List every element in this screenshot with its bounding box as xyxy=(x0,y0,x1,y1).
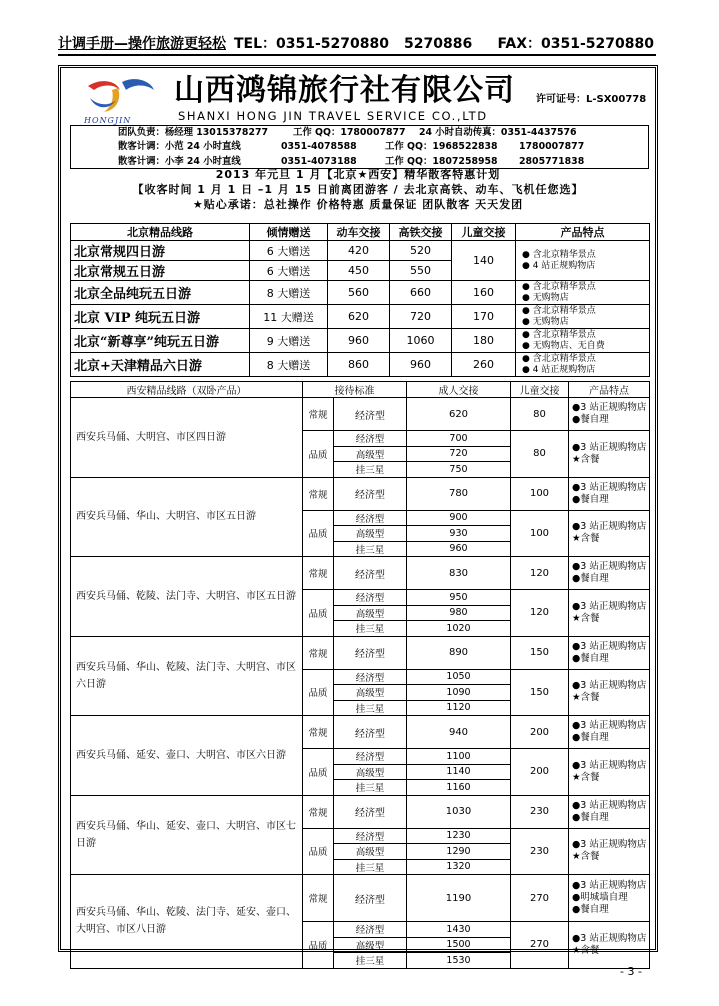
grade-label: 高级型 xyxy=(334,937,407,953)
dongche-price: 420 xyxy=(328,241,390,261)
feature-line: ● 含北京精华景点 xyxy=(522,249,596,260)
feature-line: ●3 站正规购物店 xyxy=(572,561,647,572)
feature-line: ● 无购物店、无自费 xyxy=(522,340,605,351)
feature-line: ● 含北京精华景点 xyxy=(522,329,596,340)
feature-line: ●餐自理 xyxy=(572,904,609,915)
tier-label: 常规 xyxy=(303,477,334,510)
adult-price: 1290 xyxy=(407,844,511,860)
adult-price: 1090 xyxy=(407,685,511,701)
grade-label: 经济型 xyxy=(334,828,407,844)
grade-label: 高级型 xyxy=(334,605,407,621)
column-header: 儿童交接 xyxy=(452,224,516,241)
grade-label: 经济型 xyxy=(334,431,407,447)
grade-label: 经济型 xyxy=(334,557,407,590)
child-price: 270 xyxy=(511,922,569,969)
adult-price: 720 xyxy=(407,446,511,462)
column-header: 产品特点 xyxy=(569,382,650,398)
route-name: 西安兵马俑、华山、乾陵、法门寺、延安、壶口、大明宫、市区八日游 xyxy=(71,875,303,969)
table-row xyxy=(71,329,650,353)
child-price: 260 xyxy=(452,353,516,377)
feature-line: ●3 站正规购物店 xyxy=(572,839,647,851)
feature-line: ●3 站正规购物店 xyxy=(572,680,647,692)
feature-cell xyxy=(569,669,650,716)
tier-label: 常规 xyxy=(303,795,334,828)
page-number: - 3 - xyxy=(620,965,642,978)
adult-price: 700 xyxy=(407,431,511,447)
adult-price: 1500 xyxy=(407,937,511,953)
adult-price: 780 xyxy=(407,477,511,510)
contact-qq-2: 2805771838 xyxy=(519,155,585,167)
contact-qq: 工作 QQ：1780007877 xyxy=(293,127,406,138)
gift-cell: 11 大赠送 xyxy=(250,305,328,329)
adult-price: 750 xyxy=(407,462,511,478)
contact-box xyxy=(70,125,649,169)
grade-label: 挂三星 xyxy=(334,953,407,969)
feature-cell xyxy=(569,557,650,590)
feature-text: 无购物店、无自费 xyxy=(532,340,605,351)
feature-line: ●3 站正规购物店 xyxy=(572,880,647,891)
gaotie-price: 520 xyxy=(390,241,452,261)
feature-text: 4 站正规购物店 xyxy=(532,260,596,271)
feature-cell xyxy=(569,590,650,637)
column-header: 北京精品线路 xyxy=(71,224,250,241)
gaotie-price: 550 xyxy=(390,261,452,281)
grade-label: 挂三星 xyxy=(334,859,407,875)
feature-line: ● 含北京精华景点 xyxy=(522,353,596,364)
tier-label: 常规 xyxy=(303,875,334,922)
table-row xyxy=(71,636,650,669)
child-price: 80 xyxy=(511,431,569,478)
adult-price: 900 xyxy=(407,510,511,526)
feature-line: ★含餐 xyxy=(572,771,600,783)
gift-cell: 6 大赠送 xyxy=(250,241,328,261)
adult-price: 620 xyxy=(407,398,511,431)
adult-price: 1320 xyxy=(407,859,511,875)
plan-heading xyxy=(58,168,658,213)
company-name-en: SHANXI HONG JIN TRAVEL SERVICE CO.,LTD xyxy=(178,109,488,123)
route-name: 北京常规五日游 xyxy=(71,261,250,281)
feature-cell xyxy=(516,329,650,353)
contact-qq: 工作 QQ：1807258958 xyxy=(385,155,498,167)
feature-line: ●餐自理 xyxy=(572,573,609,584)
adult-price: 1030 xyxy=(407,795,511,828)
contact-fax: 24 小时自动传真：0351-4437576 xyxy=(419,127,577,138)
feature-text: 4 站正规购物店 xyxy=(532,364,596,375)
feature-text: 含北京精华景点 xyxy=(532,249,596,260)
grade-label: 经济型 xyxy=(334,795,407,828)
column-header: 动车交接 xyxy=(328,224,390,241)
adult-price: 1160 xyxy=(407,780,511,796)
route-name: 北京+天津精品六日游 xyxy=(71,353,250,377)
tier-label: 常规 xyxy=(303,557,334,590)
route-name: 北京全品纯玩五日游 xyxy=(71,281,250,305)
contact-row xyxy=(71,126,648,140)
table-row xyxy=(71,281,650,305)
grade-label: 经济型 xyxy=(334,510,407,526)
feature-cell xyxy=(569,922,650,969)
feature-cell xyxy=(569,716,650,749)
child-price: 170 xyxy=(452,305,516,329)
contact-label: 散客计调：小范 24 小时直线 xyxy=(118,141,241,153)
grade-label: 经济型 xyxy=(334,922,407,938)
column-header: 产品特点 xyxy=(516,224,650,241)
feature-cell xyxy=(516,305,650,329)
tier-label: 品质 xyxy=(303,749,334,796)
feature-cell xyxy=(569,828,650,875)
feature-line: ●3 站正规购物店 xyxy=(572,759,647,771)
feature-line: ● 4 站正规购物店 xyxy=(522,364,596,375)
grade-label: 经济型 xyxy=(334,590,407,606)
adult-price: 950 xyxy=(407,590,511,606)
child-price: 100 xyxy=(511,477,569,510)
feature-text: 含北京精华景点 xyxy=(532,305,596,316)
child-price: 200 xyxy=(511,716,569,749)
tier-label: 常规 xyxy=(303,636,334,669)
contact-phone: 0351-4073188 xyxy=(281,155,357,167)
feature-line: ●餐自理 xyxy=(572,493,609,505)
feature-cell xyxy=(569,636,650,669)
dongche-price: 450 xyxy=(328,261,390,281)
table-header-row xyxy=(71,382,650,398)
table-row xyxy=(71,477,650,510)
adult-price: 1430 xyxy=(407,922,511,938)
contact-qq: 工作 QQ：1968522838 xyxy=(385,141,498,153)
child-price: 100 xyxy=(511,510,569,557)
child-price: 160 xyxy=(452,281,516,305)
feature-line: ● 无购物店 xyxy=(522,292,569,303)
gaotie-price: 1060 xyxy=(390,329,452,353)
contact-label: 散客计调：小李 24 小时直线 xyxy=(118,155,241,167)
feature-text: 无购物店 xyxy=(532,316,569,327)
gaotie-price: 720 xyxy=(390,305,452,329)
contact-qq-2: 1780007877 xyxy=(519,141,585,153)
feature-text: 含北京精华景点 xyxy=(532,329,596,340)
tier-label: 品质 xyxy=(303,431,334,478)
company-logo xyxy=(78,76,160,124)
feature-line: ● 含北京精华景点 xyxy=(522,305,596,316)
plan-promise: ★贴心承诺：总社操作 价格特惠 质量保证 团队散客 天天发团 xyxy=(192,198,524,211)
adult-price: 940 xyxy=(407,716,511,749)
route-name: 西安兵马俑、乾陵、法门寺、大明宫、市区五日游 xyxy=(71,557,303,637)
feature-line: ● 4 站正规购物店 xyxy=(522,260,596,271)
feature-line: ●3 站正规购物店 xyxy=(572,720,647,731)
feature-line: ●明城墙自理 xyxy=(572,892,628,903)
feature-line: ●3 站正规购物店 xyxy=(572,402,647,413)
feature-line: ●3 站正规购物店 xyxy=(572,600,647,612)
tier-label: 品质 xyxy=(303,669,334,716)
feature-cell xyxy=(569,477,650,510)
grade-label: 高级型 xyxy=(334,764,407,780)
gift-cell: 8 大赠送 xyxy=(250,353,328,377)
beijing-table xyxy=(70,223,650,377)
column-header: 儿童交接 xyxy=(511,382,569,398)
adult-price: 830 xyxy=(407,557,511,590)
tier-label: 品质 xyxy=(303,590,334,637)
feature-line: ●3 站正规购物店 xyxy=(572,799,647,811)
feature-line: ●3 站正规购物店 xyxy=(572,441,647,453)
table-row xyxy=(71,716,650,749)
swirl-logo-icon xyxy=(78,76,160,116)
dongche-price: 960 xyxy=(328,329,390,353)
feature-line: ●3 站正规购物店 xyxy=(572,640,647,652)
adult-price: 1020 xyxy=(407,621,511,637)
dongche-price: 620 xyxy=(328,305,390,329)
child-price: 230 xyxy=(511,828,569,875)
contact-phone: 0351-4078588 xyxy=(281,141,357,153)
grade-label: 经济型 xyxy=(334,716,407,749)
tier-label: 品质 xyxy=(303,922,334,969)
feature-line: ●3 站正规购物店 xyxy=(572,481,647,493)
adult-price: 930 xyxy=(407,526,511,542)
grade-label: 高级型 xyxy=(334,685,407,701)
adult-price: 890 xyxy=(407,636,511,669)
adult-price: 960 xyxy=(407,541,511,557)
header-tel: TEL：0351-5270880 xyxy=(234,36,389,52)
grade-label: 经济型 xyxy=(334,636,407,669)
feature-cell xyxy=(516,353,650,377)
gaotie-price: 960 xyxy=(390,353,452,377)
route-name: 西安兵马俑、大明宫、市区四日游 xyxy=(71,398,303,478)
route-name: 北京 VIP 纯玩五日游 xyxy=(71,305,250,329)
grade-label: 高级型 xyxy=(334,446,407,462)
table-row xyxy=(71,353,650,377)
table-header-row xyxy=(71,224,650,241)
grade-label: 挂三星 xyxy=(334,780,407,796)
feature-line: ★含餐 xyxy=(572,453,600,465)
grade-label: 经济型 xyxy=(334,669,407,685)
column-header: 西安精品线路（双卧产品） xyxy=(71,382,303,398)
gift-cell: 9 大赠送 xyxy=(250,329,328,353)
child-price: 180 xyxy=(452,329,516,353)
running-header xyxy=(58,34,656,56)
grade-label: 高级型 xyxy=(334,526,407,542)
feature-line: ●3 站正规购物店 xyxy=(572,521,647,533)
child-price: 200 xyxy=(511,749,569,796)
feature-line: ●餐自理 xyxy=(572,652,609,664)
feature-line: ●3 站正规购物店 xyxy=(572,932,647,944)
column-header: 高铁交接 xyxy=(390,224,452,241)
route-name: 西安兵马俑、延安、壶口、大明宫、市区六日游 xyxy=(71,716,303,796)
grade-label: 经济型 xyxy=(334,477,407,510)
contact-row xyxy=(71,140,648,154)
header-fax: FAX：0351-5270880 xyxy=(497,36,654,52)
feature-cell xyxy=(569,510,650,557)
column-header: 接待标准 xyxy=(303,382,407,398)
feature-cell xyxy=(516,241,650,281)
adult-price: 1190 xyxy=(407,875,511,922)
adult-price: 1100 xyxy=(407,749,511,765)
feature-cell xyxy=(569,875,650,922)
feature-line: ★含餐 xyxy=(572,692,600,704)
grade-label: 经济型 xyxy=(334,398,407,431)
feature-line: ● 无购物店 xyxy=(522,316,569,327)
child-price: 120 xyxy=(511,590,569,637)
grade-label: 挂三星 xyxy=(334,621,407,637)
table-row xyxy=(71,557,650,590)
plan-subtitle: 【收客时间 1 月 1 日 –1 月 15 日前离团游客 / 去北京高铁、动车、飞机任您选】 xyxy=(132,183,584,196)
company-name-cn: 山西鸿锦旅行社有限公司 xyxy=(174,73,515,108)
child-price: 80 xyxy=(511,398,569,431)
grade-label: 经济型 xyxy=(334,749,407,765)
feature-text: 含北京精华景点 xyxy=(532,353,596,364)
adult-price: 980 xyxy=(407,605,511,621)
table-row xyxy=(71,241,650,261)
license-number: 许可证号：L-SX00778 xyxy=(536,94,647,105)
child-price: 150 xyxy=(511,636,569,669)
feature-line: ★含餐 xyxy=(572,612,600,624)
adult-price: 1230 xyxy=(407,828,511,844)
table-row xyxy=(71,875,650,922)
route-name: 西安兵马俑、华山、乾陵、法门寺、大明宫、市区六日游 xyxy=(71,636,303,716)
feature-line: ●餐自理 xyxy=(572,811,609,823)
adult-price: 1530 xyxy=(407,953,511,969)
header-tel-2: 5270886 xyxy=(404,36,473,52)
tier-label: 常规 xyxy=(303,398,334,431)
grade-label: 高级型 xyxy=(334,844,407,860)
logo-caption: HONGJIN xyxy=(84,116,132,125)
contact-manager: 团队负责：杨经理 13015378277 xyxy=(118,127,269,138)
gift-cell: 8 大赠送 xyxy=(250,281,328,305)
feature-line: ★含餐 xyxy=(572,533,600,545)
child-price: 120 xyxy=(511,557,569,590)
route-name: 北京常规四日游 xyxy=(71,241,250,261)
column-header: 倾情赠送 xyxy=(250,224,328,241)
feature-cell xyxy=(516,281,650,305)
tier-label: 常规 xyxy=(303,716,334,749)
xian-table xyxy=(70,381,650,969)
dongche-price: 860 xyxy=(328,353,390,377)
feature-line: ●餐自理 xyxy=(572,414,609,425)
adult-price: 1050 xyxy=(407,669,511,685)
tier-label: 品质 xyxy=(303,510,334,557)
table-row xyxy=(71,795,650,828)
table-row xyxy=(71,305,650,329)
child-price: 270 xyxy=(511,875,569,922)
contact-row xyxy=(71,155,648,169)
adult-price: 1120 xyxy=(407,700,511,716)
adult-price: 1140 xyxy=(407,764,511,780)
child-price: 230 xyxy=(511,795,569,828)
route-name: 北京“新尊享”纯玩五日游 xyxy=(71,329,250,353)
feature-cell xyxy=(569,749,650,796)
feature-line: ● 含北京精华景点 xyxy=(522,281,596,292)
grade-label: 挂三星 xyxy=(334,700,407,716)
gaotie-price: 660 xyxy=(390,281,452,305)
feature-line: ★含餐 xyxy=(572,851,600,863)
company-banner xyxy=(70,74,650,126)
xian-table-body xyxy=(71,398,650,969)
gift-cell: 6 大赠送 xyxy=(250,261,328,281)
feature-cell xyxy=(569,431,650,478)
tier-label: 品质 xyxy=(303,828,334,875)
feature-line: ●餐自理 xyxy=(572,732,609,743)
feature-text: 含北京精华景点 xyxy=(532,281,596,292)
child-price: 150 xyxy=(511,669,569,716)
table-row xyxy=(71,398,650,431)
grade-label: 经济型 xyxy=(334,875,407,922)
column-header: 成人交接 xyxy=(407,382,511,398)
feature-text: 无购物店 xyxy=(532,292,569,303)
grade-label: 挂三星 xyxy=(334,541,407,557)
manual-title: 计调手册—操作旅游更轻松 xyxy=(58,36,226,52)
route-name: 西安兵马俑、华山、延安、壶口、大明宫、市区七日游 xyxy=(71,795,303,875)
dongche-price: 560 xyxy=(328,281,390,305)
feature-cell xyxy=(569,398,650,431)
feature-cell xyxy=(569,795,650,828)
grade-label: 挂三星 xyxy=(334,462,407,478)
child-price: 140 xyxy=(452,241,516,281)
route-name: 西安兵马俑、华山、大明宫、市区五日游 xyxy=(71,477,303,557)
plan-title: 2013 年元旦 1 月【北京★西安】精华散客特惠计划 xyxy=(215,168,501,181)
feature-line: ★含餐 xyxy=(572,944,600,956)
